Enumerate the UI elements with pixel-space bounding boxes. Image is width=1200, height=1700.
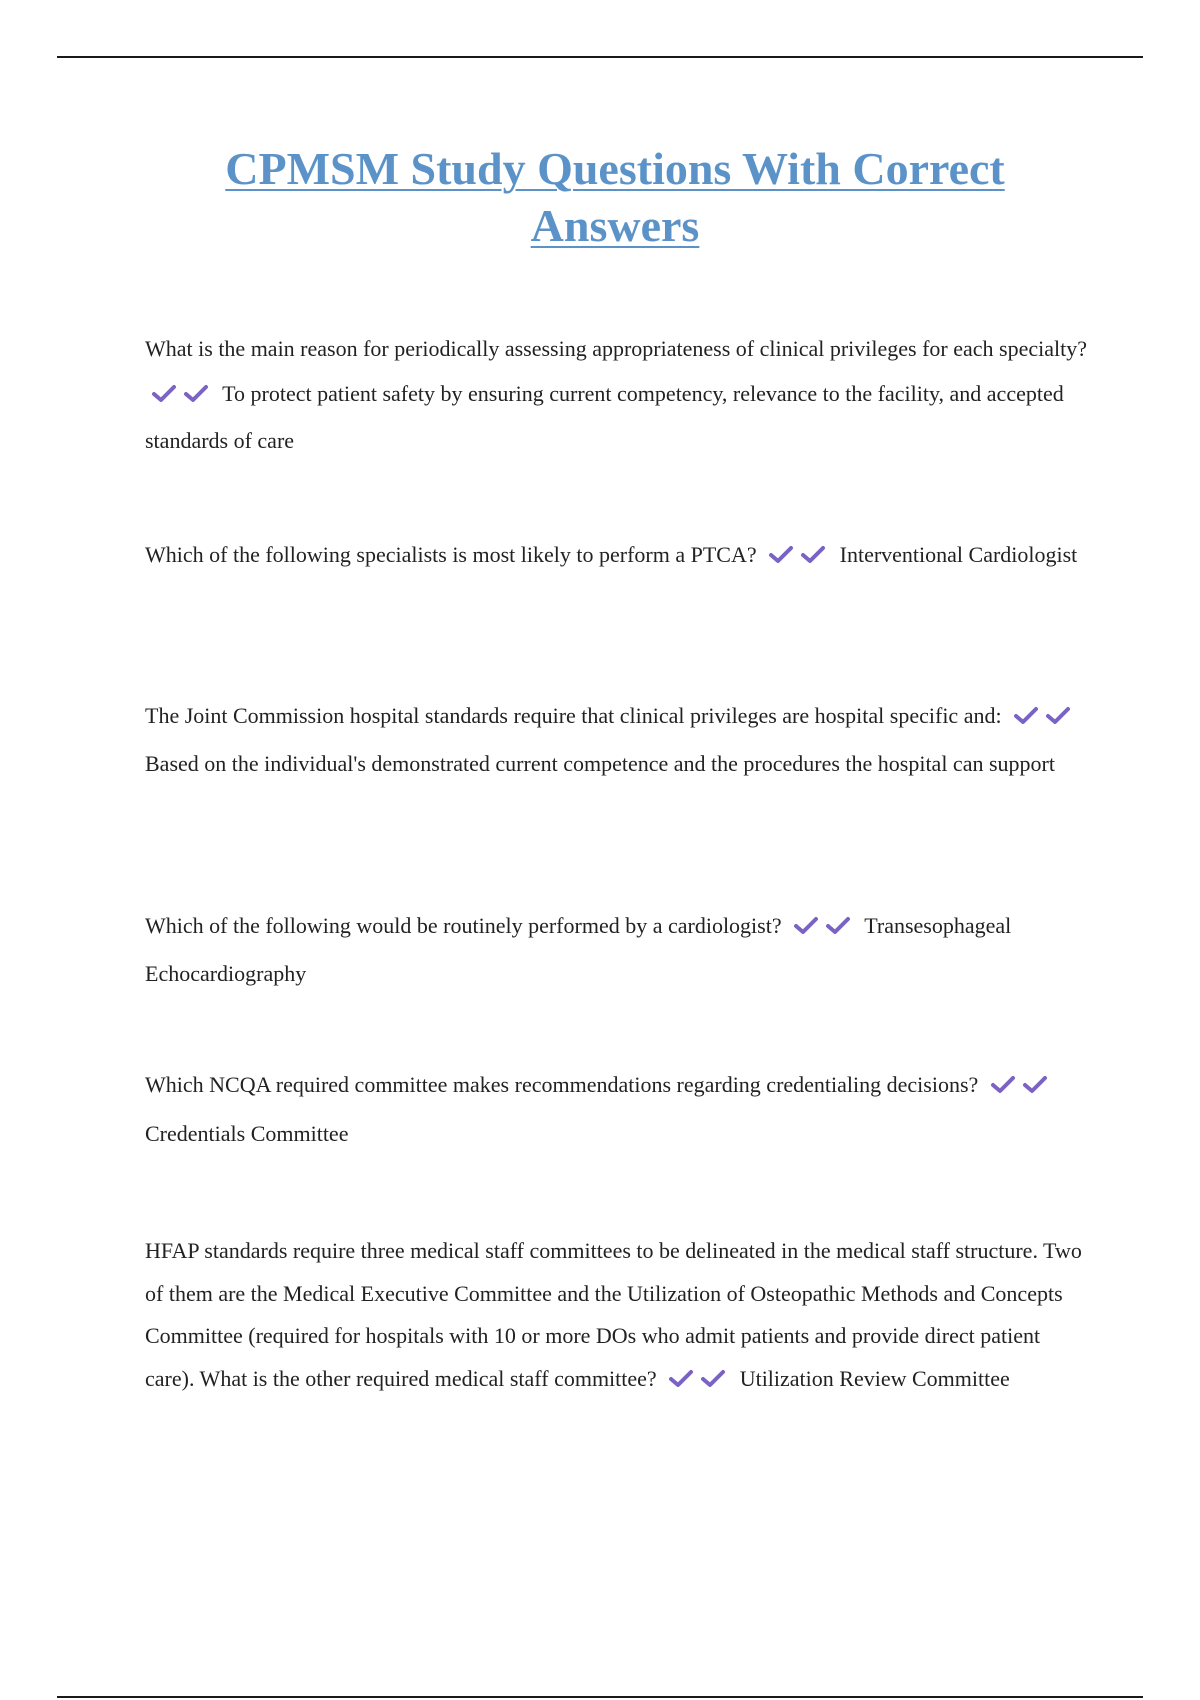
check-icon xyxy=(825,914,851,936)
question-text: Which of the following would be routinely performed by a cardiologist? xyxy=(145,913,782,938)
check-icon xyxy=(1045,704,1071,726)
question-text: What is the main reason for periodically assessing appropriateness of clinical privileges for each specialty? xyxy=(145,336,1087,361)
answer-text: Based on the individual's demonstrated current competence and the procedures the hospital can support xyxy=(145,751,1055,776)
qa-item-1 xyxy=(145,327,1090,464)
qa-item-5 xyxy=(145,1062,1090,1157)
question-text: Which of the following specialists is most likely to perform a PTCA? xyxy=(145,542,757,567)
answer-text: Credentials Committee xyxy=(145,1121,349,1146)
question-text: Which NCQA required committee makes recommendations regarding credentialing decisions? xyxy=(145,1072,979,1097)
title-line-2: Answers xyxy=(530,200,700,251)
double-check-icon xyxy=(668,1361,732,1404)
check-icon xyxy=(990,1073,1016,1095)
footer-rule xyxy=(57,1696,1143,1698)
check-icon xyxy=(1022,1073,1048,1095)
answer-text: Utilization Review Committee xyxy=(739,1365,1010,1391)
title-line-1: CPMSM Study Questions With Correct xyxy=(225,143,1005,194)
check-icon xyxy=(700,1367,726,1389)
double-check-icon xyxy=(768,535,832,580)
question-text: HFAP standards require three medical staff committees to be delineated in the medical staff structure. Two of them are the Medical Executive Committee and the Utilization of Osteopathic Methods and Concepts Committee (required for hospitals with 10 or more DOs who admit patients and provide direct patient care). What is the other required medical staff committee? xyxy=(145,1238,1082,1391)
answer-text: Interventional Cardiologist xyxy=(839,542,1078,567)
double-check-icon xyxy=(1013,696,1077,741)
document-title xyxy=(150,140,1080,254)
check-icon xyxy=(800,543,826,565)
check-icon xyxy=(1013,704,1039,726)
qa-item-6 xyxy=(145,1230,1090,1403)
answer-text: Transesophageal Echocardiography xyxy=(145,913,1012,986)
question-text: The Joint Commission hospital standards require that clinical privileges are hospital specific and: xyxy=(145,703,1002,728)
qa-item-4 xyxy=(145,903,1090,996)
double-check-icon xyxy=(990,1065,1054,1111)
qa-item-3 xyxy=(145,693,1090,786)
check-icon xyxy=(668,1367,694,1389)
qa-item-2 xyxy=(145,532,1090,580)
header-rule xyxy=(57,56,1143,58)
check-icon xyxy=(768,543,794,565)
answer-text: To protect patient safety by ensuring current competency, relevance to the facility, and accepted standards of care xyxy=(145,380,1064,453)
check-icon xyxy=(183,382,209,404)
check-icon xyxy=(151,382,177,404)
check-icon xyxy=(793,914,819,936)
double-check-icon xyxy=(793,906,857,951)
double-check-icon xyxy=(151,375,215,420)
